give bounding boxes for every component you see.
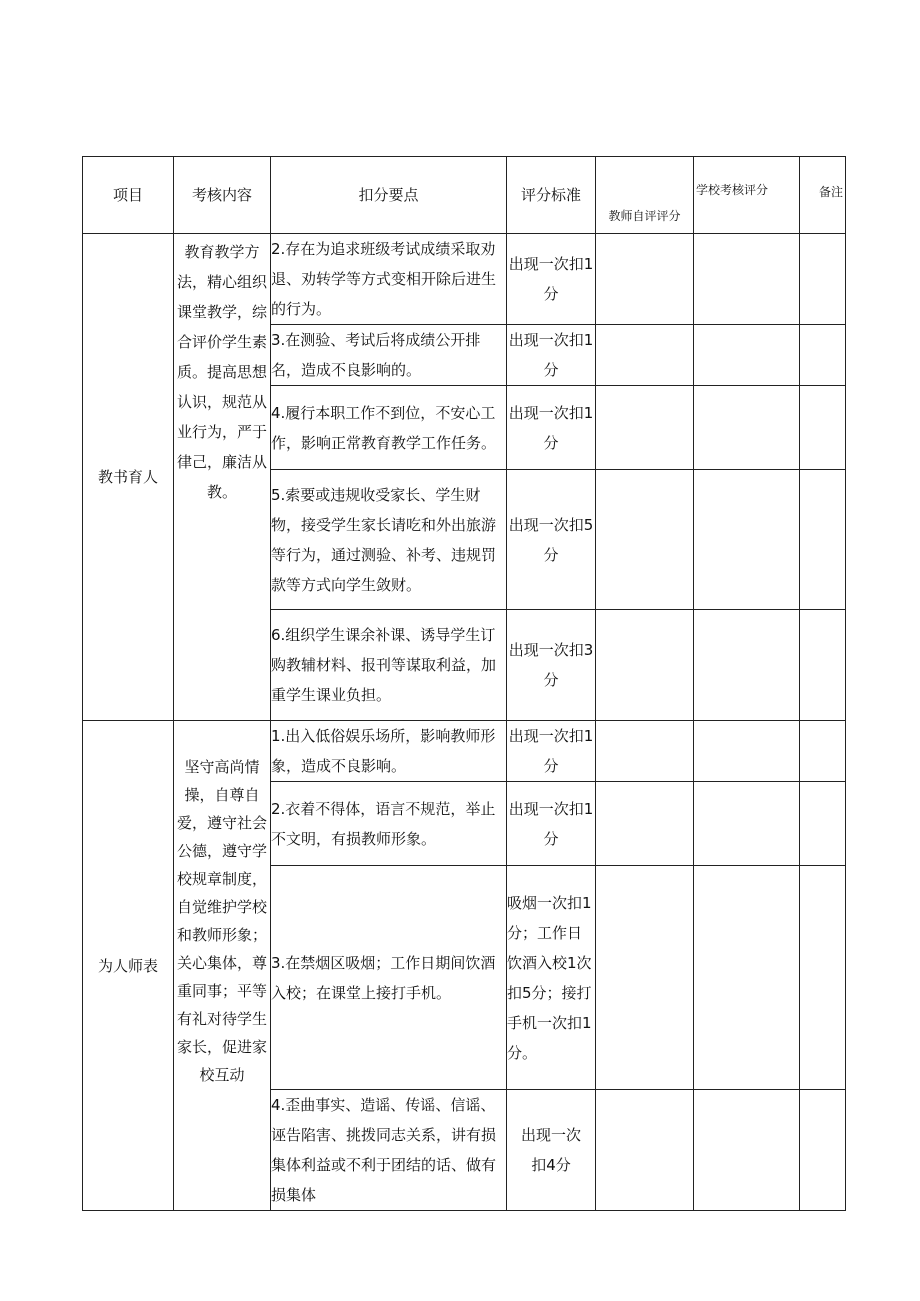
- section-project: 为人师表: [83, 721, 174, 1211]
- self-score-cell[interactable]: [596, 866, 694, 1090]
- deduction-point: 6.组织学生课余补课、诱导学生订购教辅材料、报刊等谋取利益，加重学生课业负担。: [271, 610, 507, 721]
- note-cell[interactable]: [800, 1090, 846, 1211]
- table-row: [83, 234, 846, 325]
- school-score-cell[interactable]: [694, 782, 800, 866]
- evaluation-sheet: [82, 156, 846, 1211]
- section-content: 教育教学方法，精心组织课堂教学，综合评价学生素质。提高思想认识，规范从业行为，严于律己，廉洁从教。: [174, 234, 271, 721]
- self-score-cell[interactable]: [596, 782, 694, 866]
- table-row: [83, 721, 846, 782]
- deduction-point: 3.在禁烟区吸烟；工作日期间饮酒入校；在课堂上接打手机。: [271, 866, 507, 1090]
- header-content: 考核内容: [174, 157, 271, 234]
- scoring-standard: 出现一次扣1分: [507, 721, 596, 782]
- deduction-point: 4.歪曲事实、造谣、传谣、信谣、诬告陷害、挑拨同志关系，讲有损集体利益或不利于团结的话、做有损集体: [271, 1090, 507, 1211]
- note-cell[interactable]: [800, 721, 846, 782]
- scoring-standard: 出现一次扣1分: [507, 234, 596, 325]
- self-score-cell[interactable]: [596, 325, 694, 386]
- school-score-cell[interactable]: [694, 325, 800, 386]
- header-points: 扣分要点: [271, 157, 507, 234]
- header-self-score: 教师自评评分: [596, 157, 694, 234]
- deduction-point: 5.索要或违规收受家长、学生财物，接受学生家长请吃和外出旅游等行为，通过测验、补考、违规罚款等方式向学生敛财。: [271, 470, 507, 610]
- note-cell[interactable]: [800, 234, 846, 325]
- self-score-cell[interactable]: [596, 721, 694, 782]
- scoring-standard: 出现一次扣5分: [507, 470, 596, 610]
- self-score-cell[interactable]: [596, 470, 694, 610]
- header-note: 备注: [800, 157, 846, 234]
- self-score-cell[interactable]: [596, 386, 694, 470]
- scoring-standard: 出现一次扣3分: [507, 610, 596, 721]
- header-standard: 评分标准: [507, 157, 596, 234]
- note-cell[interactable]: [800, 470, 846, 610]
- scoring-standard: 出现一次扣4分: [507, 1090, 596, 1211]
- deduction-point: 2.衣着不得体，语言不规范，举止不文明，有损教师形象。: [271, 782, 507, 866]
- note-cell[interactable]: [800, 386, 846, 470]
- note-cell[interactable]: [800, 610, 846, 721]
- note-cell[interactable]: [800, 866, 846, 1090]
- school-score-cell[interactable]: [694, 866, 800, 1090]
- deduction-point: 2.存在为追求班级考试成绩采取劝退、劝转学等方式变相开除后进生的行为。: [271, 234, 507, 325]
- note-cell[interactable]: [800, 782, 846, 866]
- scoring-standard: 出现一次扣1分: [507, 386, 596, 470]
- school-score-cell[interactable]: [694, 234, 800, 325]
- evaluation-table: [82, 156, 846, 1211]
- deduction-point: 4.履行本职工作不到位，不安心工作，影响正常教育教学工作任务。: [271, 386, 507, 470]
- school-score-cell[interactable]: [694, 721, 800, 782]
- scoring-standard: 出现一次扣1分: [507, 782, 596, 866]
- self-score-cell[interactable]: [596, 610, 694, 721]
- section-project: 教书育人: [83, 234, 174, 721]
- school-score-cell[interactable]: [694, 1090, 800, 1211]
- school-score-cell[interactable]: [694, 386, 800, 470]
- header-row: [83, 157, 846, 234]
- self-score-cell[interactable]: [596, 1090, 694, 1211]
- header-school-score: 学校考核评分: [694, 157, 800, 234]
- scoring-standard: 吸烟一次扣1分；工作日饮酒入校1次扣5分；接打手机一次扣1分。: [507, 866, 596, 1090]
- deduction-point: 1.出入低俗娱乐场所，影响教师形象，造成不良影响。: [271, 721, 507, 782]
- header-project: 项目: [83, 157, 174, 234]
- school-score-cell[interactable]: [694, 470, 800, 610]
- scoring-standard: 出现一次扣1分: [507, 325, 596, 386]
- deduction-point: 3.在测验、考试后将成绩公开排名，造成不良影响的。: [271, 325, 507, 386]
- note-cell[interactable]: [800, 325, 846, 386]
- school-score-cell[interactable]: [694, 610, 800, 721]
- self-score-cell[interactable]: [596, 234, 694, 325]
- section-content: 坚守高尚情操，自尊自爱，遵守社会公德，遵守学校规章制度，自觉维护学校和教师形象；关心集体，尊重同事；平等有礼对待学生家长，促进家校互动: [174, 721, 271, 1211]
